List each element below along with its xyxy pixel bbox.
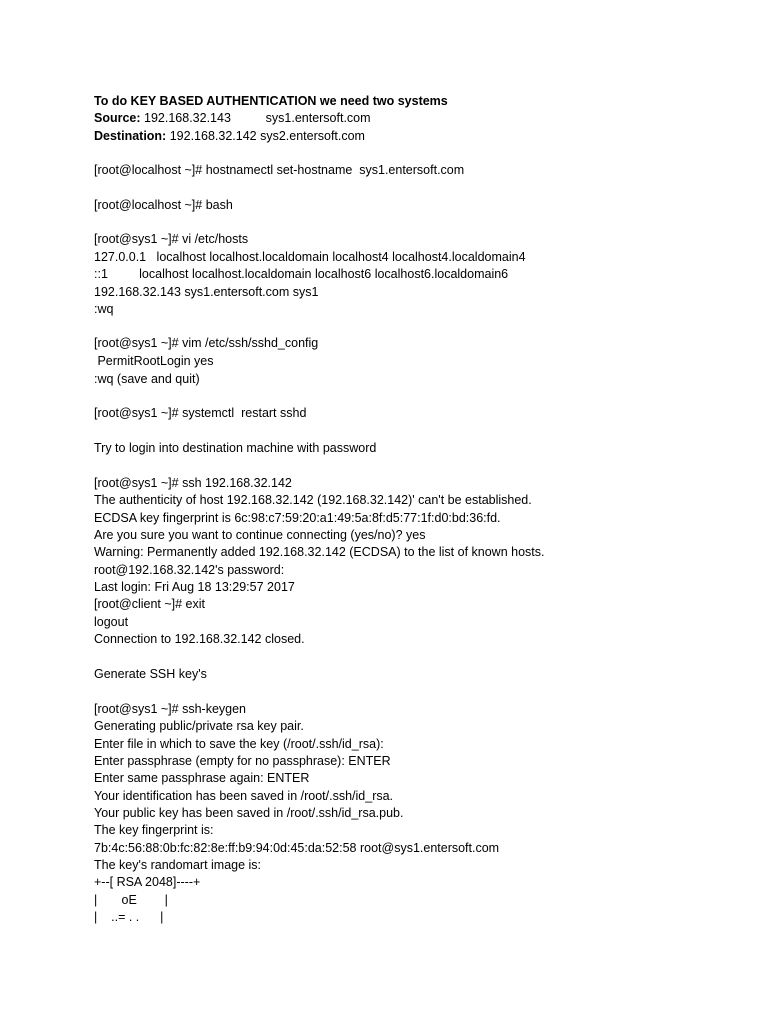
text-line: [root@sys1 ~]# ssh 192.168.32.142 [94, 476, 292, 490]
text-line: PermitRootLogin yes [94, 354, 214, 368]
source-value: 192.168.32.143 sys1.entersoft.com [140, 111, 371, 125]
text-line: Try to login into destination machine with password [94, 441, 377, 455]
document-heading: To do KEY BASED AUTHENTICATION we need two systems [94, 94, 448, 108]
text-line: Your public key has been saved in /root/.ssh/id_rsa.pub. [94, 806, 404, 820]
text-line: Last login: Fri Aug 18 13:29:57 2017 [94, 580, 295, 594]
text-line: +--[ RSA 2048]----+ [94, 875, 201, 889]
text-line: 127.0.0.1 localhost localhost.localdomain localhost4 localhost4.localdomain4 [94, 250, 526, 264]
text-line: [root@localhost ~]# bash [94, 198, 233, 212]
text-line: :wq (save and quit) [94, 372, 200, 386]
text-line: ECDSA key fingerprint is 6c:98:c7:59:20:a1:49:5a:8f:d5:77:1f:d0:bd:36:fd. [94, 511, 501, 525]
text-line: Enter same passphrase again: ENTER [94, 771, 310, 785]
text-line: The key's randomart image is: [94, 858, 262, 872]
text-line: 7b:4c:56:88:0b:fc:82:8e:ff:b9:94:0d:45:da:52:58 root@sys1.entersoft.com [94, 841, 500, 855]
text-line: root@192.168.32.142's password: [94, 563, 285, 577]
source-label: Source: [94, 111, 141, 125]
text-line: The key fingerprint is: [94, 823, 214, 837]
text-line: logout [94, 615, 129, 629]
text-line: Generate SSH key's [94, 667, 207, 681]
text-line: Enter file in which to save the key (/root/.ssh/id_rsa): [94, 737, 384, 751]
text-line: [root@sys1 ~]# systemctl restart sshd [94, 406, 307, 420]
destination-value: 192.168.32.142 sys2.entersoft.com [166, 129, 365, 143]
source-line [94, 110, 371, 127]
text-line: [root@localhost ~]# hostnamectl set-hostname sys1.entersoft.com [94, 163, 465, 177]
text-line: The authenticity of host 192.168.32.142 (192.168.32.142)' can't be established. [94, 493, 532, 507]
text-line: [root@sys1 ~]# vim /etc/ssh/sshd_config [94, 336, 319, 350]
text-line: [root@sys1 ~]# ssh-keygen [94, 702, 246, 716]
text-line: ::1 localhost localhost.localdomain localhost6 localhost6.localdomain6 [94, 267, 509, 281]
text-line: Warning: Permanently added 192.168.32.142 (ECDSA) to the list of known hosts. [94, 545, 545, 559]
text-line: [root@sys1 ~]# vi /etc/hosts [94, 232, 249, 246]
destination-line [94, 128, 365, 145]
text-line: 192.168.32.143 sys1.entersoft.com sys1 [94, 285, 319, 299]
text-line: [root@client ~]# exit [94, 597, 206, 611]
text-line: Generating public/private rsa key pair. [94, 719, 304, 733]
text-line: Enter passphrase (empty for no passphrase): ENTER [94, 754, 391, 768]
text-line: | ..= . . | [94, 910, 164, 924]
text-line: Your identification has been saved in /root/.ssh/id_rsa. [94, 789, 394, 803]
text-line: Are you sure you want to continue connecting (yes/no)? yes [94, 528, 426, 542]
text-line: Connection to 192.168.32.142 closed. [94, 632, 305, 646]
text-line: :wq [94, 302, 114, 316]
destination-label: Destination: [94, 129, 167, 143]
text-line: | oE | [94, 893, 168, 907]
